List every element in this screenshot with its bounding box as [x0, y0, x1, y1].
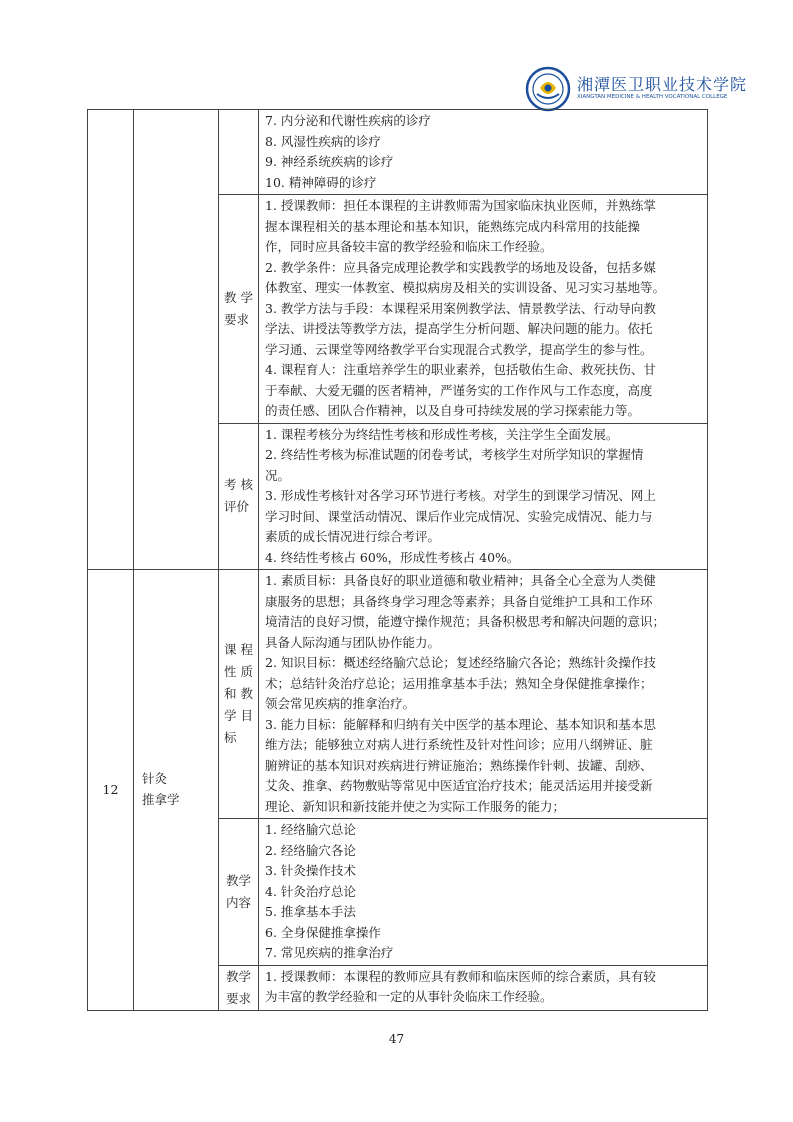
content-line: 2. 经络腧穴各论	[265, 842, 356, 858]
content-line: 况。	[265, 467, 291, 483]
content-line: 于奉献、大爱无疆的医者精神，严谨务实的工作作风与工作态度，高度	[265, 382, 653, 398]
content-line: 2. 知识目标：概述经络腧穴总论；复述经络腧穴各论；熟练针灸操作技	[265, 655, 656, 670]
teaching-requirements-content	[259, 965, 708, 1010]
label-line: 要求	[225, 990, 251, 1006]
page-number: 47	[388, 1032, 405, 1046]
label-line: 内容	[225, 894, 251, 910]
content-line: 3. 形成性考核针对各学习环节进行考核。对学生的到课学习情况、网上	[265, 488, 656, 503]
content-line: 7. 常见疾病的推拿治疗	[265, 945, 394, 960]
course-name-line: 针灸	[142, 771, 168, 787]
content-line: 2. 教学条件：应具备完成理论教学和实践教学的场地及设备，包括多媒	[265, 259, 656, 275]
content-line: 4. 课程育人：注重培养学生的职业素养，包括敬佑生命、救死扶伤、甘	[265, 362, 656, 377]
course-number: 12	[88, 570, 134, 1011]
content-line: 6. 全身保健推拿操作	[265, 924, 381, 940]
content-line: 术；总结针灸治疗总论；运用推拿基本手法；熟知全身保健推拿操作；	[265, 675, 653, 691]
label-line: 学 目	[224, 708, 253, 723]
content-line: 康服务的思想；具备终身学习理念等素养；具备自觉维护工具和工作环	[265, 593, 653, 609]
college-logo	[525, 66, 748, 112]
content-line: 1. 授课教师：担任本课程的主讲教师需为国家临床执业医师，并熟练掌	[265, 198, 656, 213]
teaching-content-label	[219, 819, 259, 966]
college-name-en: XIANGTAN MEDICINE & HEALTH VOCATIONAL COLLEGE	[577, 94, 728, 100]
teaching-requirements-content	[259, 195, 708, 424]
content-cell	[259, 110, 708, 195]
teaching-requirements-label	[219, 965, 259, 1010]
content-line: 7. 内分泌和代谢性疾病的诊疗	[265, 113, 431, 128]
content-line: 2. 终结性考核为标准试题的闭卷考试，考核学生对所学知识的掌握情	[265, 447, 644, 462]
content-line: 3. 能力目标：能解释和归纳有关中医学的基本理论、基本知识和基本思	[265, 716, 656, 732]
label-cell-empty	[219, 110, 259, 195]
content-line: 作，同时应具备较丰富的教学经验和临床工作经验。	[265, 239, 553, 254]
name-cell-empty	[134, 110, 219, 570]
content-line: 1. 素质目标：具备良好的职业道德和敬业精神；具备全心全意为人类健	[265, 573, 656, 588]
content-line: 1. 课程考核分为终结性考核和形成性考核，关注学生全面发展。	[265, 426, 619, 442]
number-cell-empty	[88, 110, 134, 570]
label-line: 教学	[225, 872, 251, 888]
content-line: 维方法；能够独立对病人进行系统性及针对性问诊；应用八纲辨证、脏	[265, 737, 653, 752]
label-line: 要求	[224, 311, 250, 327]
label-line: 性 质	[224, 664, 253, 679]
label-line: 考 核	[224, 477, 253, 493]
label-line: 教 学	[224, 289, 253, 305]
content-line: 握本课程相关的基本理论和基本知识，能熟练完成内科常用的技能操	[265, 218, 641, 234]
college-emblem-icon	[525, 66, 571, 112]
course-table	[87, 109, 708, 1011]
content-line: 5. 推拿基本手法	[265, 904, 356, 919]
content-line: 为丰富的教学经验和一定的从事针灸临床工作经验。	[265, 989, 553, 1004]
content-line: 9. 神经系统疾病的诊疗	[265, 154, 394, 169]
label-line: 课 程	[224, 642, 253, 657]
college-name: 湘潭医卫职业技术学院	[577, 75, 748, 94]
content-line: 腑辨证的基本知识对疾病进行辨证施治；熟练操作针刺、拔罐、刮痧、	[265, 757, 653, 773]
content-line: 8. 风湿性疾病的诊疗	[265, 133, 381, 149]
label-line: 标	[224, 730, 237, 745]
content-line: 10. 精神障碍的诊疗	[265, 174, 377, 190]
label-line: 和 教	[224, 686, 253, 701]
course-name	[134, 570, 219, 1011]
assessment-content	[259, 423, 708, 570]
content-line: 艾灸、推拿、药物敷贴等常见中医适宜治疗技术；能灵活运用并接受新	[265, 778, 653, 793]
content-line: 学习时间、课堂活动情况、课后作业完成情况、实验完成情况、能力与	[265, 508, 653, 524]
table-row	[88, 570, 708, 819]
content-line: 具备人际沟通与团队协作能力。	[265, 634, 441, 650]
content-line: 理论、新知识和新技能并使之为实际工作服务的能力；	[265, 798, 566, 814]
label-line: 教学	[225, 968, 251, 984]
content-line: 体教室、理实一体教室、模拟病房及相关的实训设备、见习实习基地等。	[265, 280, 666, 295]
teaching-content-content	[259, 819, 708, 966]
teaching-requirements-label	[219, 195, 259, 424]
content-line: 1. 经络腧穴总论	[265, 822, 356, 837]
content-line: 学法、讲授法等教学方法，提高学生分析问题、解决问题的能力。依托	[265, 321, 653, 336]
objectives-label	[219, 570, 259, 819]
content-line: 3. 教学方法与手段：本课程采用案例教学法、情景教学法、行动导向教	[265, 300, 656, 316]
assessment-label	[219, 423, 259, 570]
objectives-content	[259, 570, 708, 819]
content-line: 素质的成长情况进行综合考评。	[265, 529, 441, 544]
content-line: 4. 终结性考核占 60%，形成性考核占 40%。	[265, 549, 520, 565]
content-line: 3. 针灸操作技术	[265, 863, 356, 878]
content-line: 4. 针灸治疗总论	[265, 883, 356, 899]
content-line: 领会常见疾病的推拿治疗。	[265, 696, 416, 711]
label-line: 评价	[224, 499, 250, 515]
content-line: 1. 授课教师：本课程的教师应具有教师和临床医师的综合素质，具有较	[265, 968, 656, 984]
content-line: 学习通、云课堂等网络教学平台实现混合式教学，提高学生的参与性。	[265, 341, 653, 357]
content-line: 境清洁的良好习惯，能遵守操作规范；具备积极思考和解决问题的意识；	[265, 614, 666, 629]
table-row	[88, 110, 708, 195]
content-line: 的责任感、团队合作精神，以及自身可持续发展的学习探索能力等。	[265, 403, 641, 418]
course-name-line: 推拿学	[142, 791, 180, 807]
